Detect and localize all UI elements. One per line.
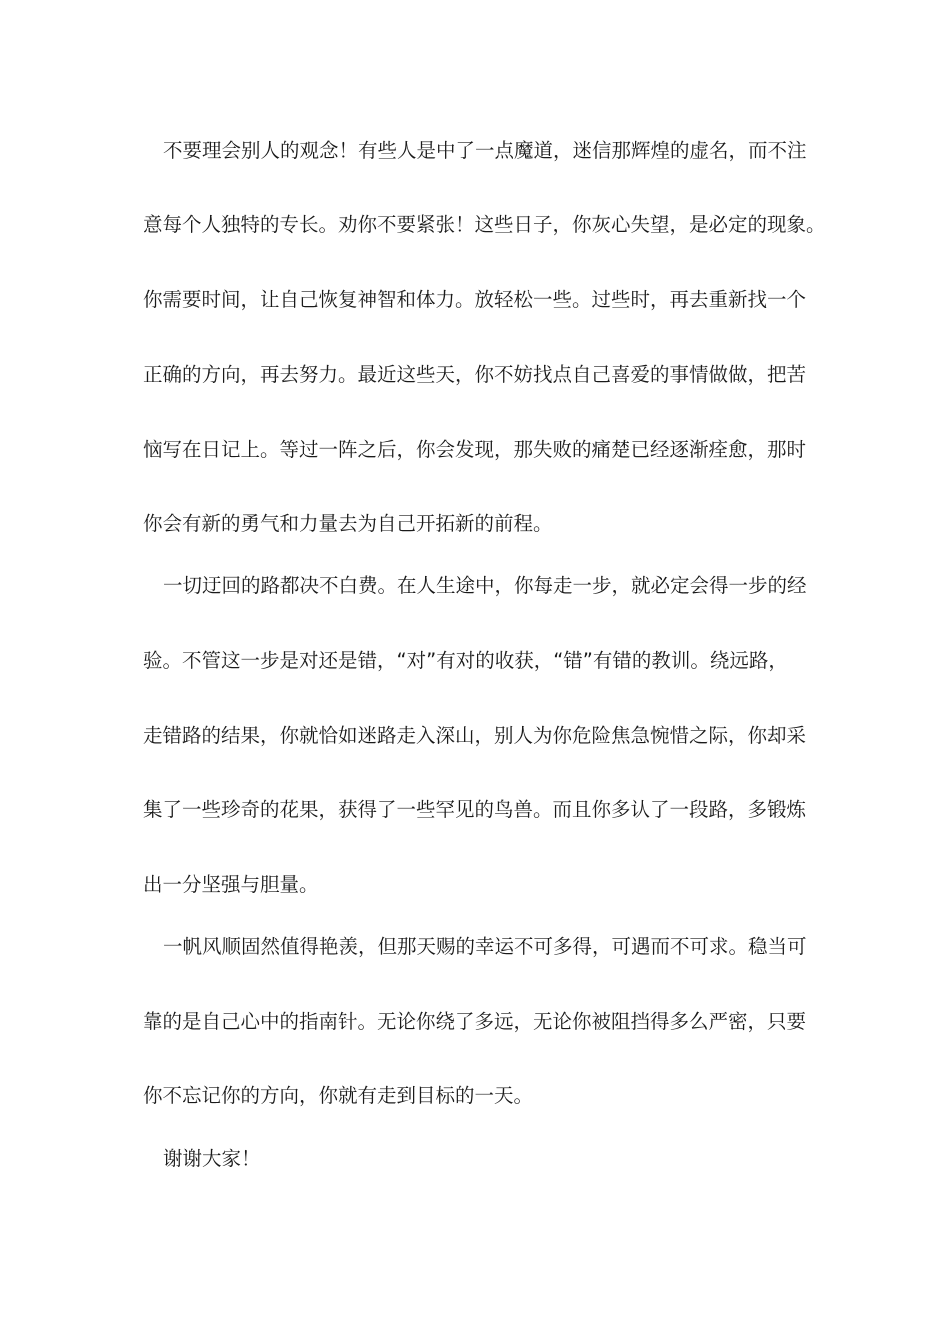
paragraph-1-line-2: 意每个人独特的专长。劝你不要紧张！这些日子，你灰心失望，是必定的现象。	[143, 213, 826, 236]
closing-line: 谢谢大家！	[163, 1147, 261, 1170]
paragraph-1-line-1: 不要理会别人的观念！有些人是中了一点魔道，迷信那辉煌的虚名，而不注	[163, 139, 807, 162]
paragraph-2-line-3: 走错路的结果，你就恰如迷路走入深山，别人为你危险焦急惋惜之际，你却采	[143, 724, 807, 747]
paragraph-3-line-2: 靠的是自己心中的指南针。无论你绕了多远，无论你被阻挡得多么严密，只要	[143, 1010, 807, 1033]
paragraph-1-line-5: 恼写在日记上。等过一阵之后，你会发现，那失败的痛楚已经逐渐痊愈，那时	[143, 438, 807, 461]
paragraph-3-line-1: 一帆风顺固然值得艳羡，但那天赐的幸运不可多得，可遇而不可求。稳当可	[163, 935, 807, 958]
paragraph-3-line-3: 你不忘记你的方向，你就有走到目标的一天。	[143, 1084, 534, 1107]
paragraph-2-line-4: 集了一些珍奇的花果，获得了一些罕见的鸟兽。而且你多认了一段路，多锻炼	[143, 798, 807, 821]
paragraph-2-line-1: 一切迂回的路都决不白费。在人生途中，你每走一步，就必定会得一步的经	[163, 574, 807, 597]
paragraph-2-line-2: 验。不管这一步是对还是错，“对”有对的收获，“错”有错的教训。绕远路，	[143, 649, 788, 672]
paragraph-2-line-5: 出一分坚强与胆量。	[143, 873, 319, 896]
paragraph-1-line-3: 你需要时间，让自己恢复神智和体力。放轻松一些。过些时，再去重新找一个	[143, 288, 807, 311]
paragraph-1-line-4: 正确的方向，再去努力。最近这些天，你不妨找点自己喜爱的事情做做，把苦	[143, 363, 807, 386]
paragraph-1-line-6: 你会有新的勇气和力量去为自己开拓新的前程。	[143, 512, 553, 535]
